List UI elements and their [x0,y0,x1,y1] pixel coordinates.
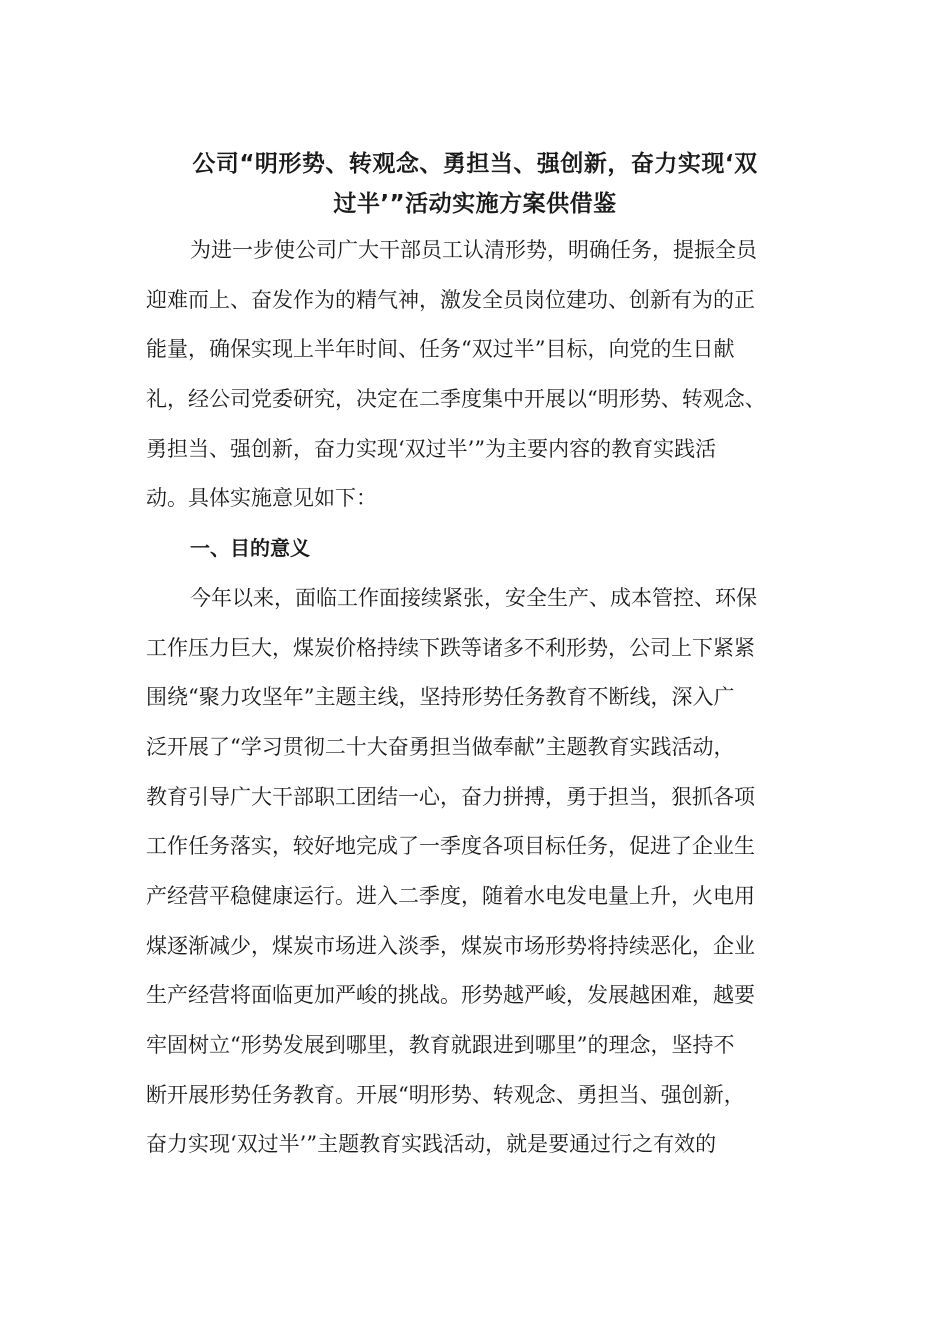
paragraph-line: 泛开展了“学习贯彻二十大奋勇担当做奉献”主题教育实践活动， [146,734,735,759]
section-paragraph [146,574,810,1170]
section-heading: 一、目的意义 [190,536,310,561]
paragraph-line: 能量，确保实现上半年时间、任务“双过半”目标，向党的生日献 [146,337,735,362]
intro-paragraph [146,226,810,524]
paragraph-line: 断开展形势任务教育。开展“明形势、转观念、勇担当、强创新， [146,1082,745,1107]
paragraph-line: 动。具体实施意见如下： [146,486,377,511]
title-line: 公司“明形势、转观念、勇担当、强创新，奋力实现‘双 [192,151,758,177]
paragraph-line: 今年以来，面临工作面接续紧张，安全生产、成本管控、环保 [190,585,757,610]
paragraph-line: 工作压力巨大，煤炭价格持续下跌等诸多不利形势，公司上下紧紧 [146,635,755,660]
paragraph-line: 煤逐渐减少，煤炭市场进入淡季，煤炭市场形势将持续恶化，企业 [146,933,755,958]
paragraph-line: 奋力实现‘双过半’”主题教育实践活动，就是要通过行之有效的 [146,1132,717,1157]
paragraph-line: 围绕“聚力攻坚年”主题主线，坚持形势任务教育不断线，深入广 [146,685,735,710]
paragraph-line: 产经营平稳健康运行。进入二季度，随着水电发电量上升，火电用 [146,883,755,908]
paragraph-line: 生产经营将面临更加严峻的挑战。形势越严峻，发展越困难，越要 [146,983,755,1008]
document-title [140,144,810,224]
paragraph-line: 勇担当、强创新，奋力实现‘双过半’”为主要内容的教育实践活 [146,436,717,461]
paragraph-line: 迎难而上、奋发作为的精气神，激发全员岗位建功、创新有为的正 [146,287,755,312]
document-body [146,226,810,1170]
title-line: 过半’”活动实施方案供借鉴 [333,191,617,217]
paragraph-line: 工作任务落实，较好地完成了一季度各项目标任务，促进了企业生 [146,834,755,859]
paragraph-line: 牢固树立“形势发展到哪里，教育就跟进到哪里”的理念，坚持不 [146,1033,735,1057]
paragraph-line: 礼，经公司党委研究，决定在二季度集中开展以“明形势、转观念、 [146,387,766,412]
paragraph-line: 为进一步使公司广大干部员工认清形势，明确任务，提振全员 [190,238,757,262]
paragraph-line: 教育引导广大干部职工团结一心，奋力拼搏，勇于担当，狠抓各项 [146,784,755,809]
